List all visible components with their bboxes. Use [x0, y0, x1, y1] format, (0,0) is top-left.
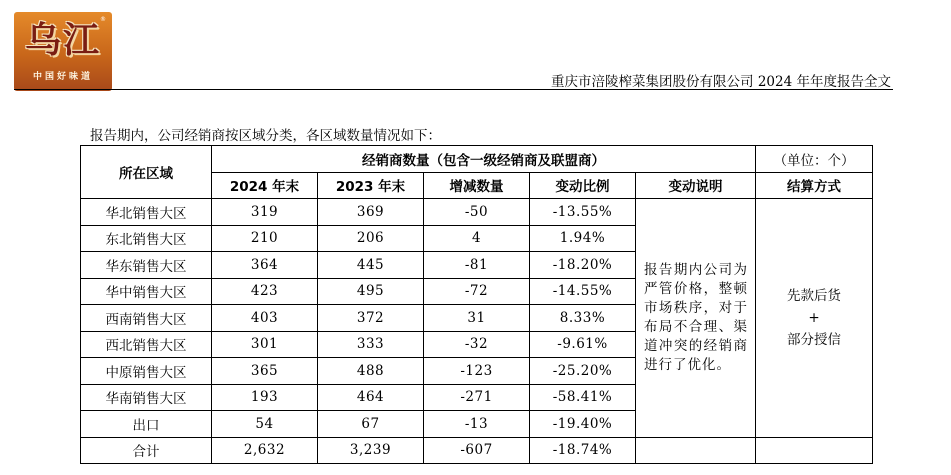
- table-row: [81, 199, 873, 226]
- col-group-header-dealer-count: 经销商数量（包含一级经销商及联盟商）: [212, 146, 756, 173]
- change-cell: -607: [424, 437, 530, 464]
- count-2024-cell: 54: [212, 411, 318, 438]
- col-header-settlement: 结算方式: [756, 172, 873, 199]
- total-settlement-cell: [756, 437, 873, 464]
- change-cell: -32: [424, 331, 530, 358]
- region-cell: 华北销售大区: [81, 199, 212, 226]
- intro-paragraph: 报告期内，公司经销商按区域分类，各区域数量情况如下：: [90, 128, 441, 144]
- ratio-cell: -14.55%: [530, 278, 636, 305]
- company-logo: [14, 12, 112, 91]
- dealer-region-table: [80, 145, 873, 464]
- ratio-cell: -25.20%: [530, 358, 636, 385]
- change-cell: -271: [424, 384, 530, 411]
- col-header-ratio: 变动比例: [530, 172, 636, 199]
- count-2024-cell: 193: [212, 384, 318, 411]
- change-note-cell: 报告期内公司为严管价格，整顿市场秩序，对于布局不合理、渠道冲突的经销商进行了优化。: [636, 199, 756, 438]
- header-divider: [14, 89, 893, 90]
- change-cell: -123: [424, 358, 530, 385]
- region-cell: 出口: [81, 411, 212, 438]
- ratio-cell: -18.20%: [530, 252, 636, 279]
- region-cell: 合计: [81, 437, 212, 464]
- count-2024-cell: 210: [212, 225, 318, 252]
- count-2023-cell: 369: [318, 199, 424, 226]
- ratio-cell: -19.40%: [530, 411, 636, 438]
- count-2024-cell: 2,632: [212, 437, 318, 464]
- count-2023-cell: 3,239: [318, 437, 424, 464]
- count-2023-cell: 372: [318, 305, 424, 332]
- count-2023-cell: 495: [318, 278, 424, 305]
- unit-label: （单位：个）: [756, 146, 873, 173]
- logo-brand-text: 乌江: [24, 19, 101, 61]
- col-header-region: 所在区域: [81, 146, 212, 199]
- count-2024-cell: 365: [212, 358, 318, 385]
- col-header-change: 增减数量: [424, 172, 530, 199]
- ratio-cell: -13.55%: [530, 199, 636, 226]
- change-cell: -72: [424, 278, 530, 305]
- count-2024-cell: 403: [212, 305, 318, 332]
- count-2023-cell: 464: [318, 384, 424, 411]
- change-cell: -81: [424, 252, 530, 279]
- change-cell: -50: [424, 199, 530, 226]
- ratio-cell: -9.61%: [530, 331, 636, 358]
- change-cell: -13: [424, 411, 530, 438]
- settlement-cell: [756, 199, 873, 438]
- settlement-line-2: +: [808, 309, 820, 326]
- ratio-cell: 8.33%: [530, 305, 636, 332]
- count-2024-cell: 364: [212, 252, 318, 279]
- count-2023-cell: 67: [318, 411, 424, 438]
- region-cell: 东北销售大区: [81, 225, 212, 252]
- logo-slogan: 中国好味道: [32, 72, 93, 82]
- count-2023-cell: 488: [318, 358, 424, 385]
- region-cell: 西北销售大区: [81, 331, 212, 358]
- report-header-title: 重庆市涪陵榨菜集团股份有限公司 2024 年年度报告全文: [551, 74, 891, 90]
- ratio-cell: -58.41%: [530, 384, 636, 411]
- region-cell: 华中销售大区: [81, 278, 212, 305]
- col-header-2024: 2024 年末: [212, 172, 318, 199]
- total-note-cell: [636, 437, 756, 464]
- change-cell: 31: [424, 305, 530, 332]
- count-2024-cell: 319: [212, 199, 318, 226]
- col-header-note: 变动说明: [636, 172, 756, 199]
- settlement-line-3: 部分授信: [787, 331, 842, 348]
- count-2023-cell: 333: [318, 331, 424, 358]
- table-total-row: [81, 437, 873, 464]
- region-cell: 华东销售大区: [81, 252, 212, 279]
- col-header-2023: 2023 年末: [318, 172, 424, 199]
- ratio-cell: -18.74%: [530, 437, 636, 464]
- count-2023-cell: 445: [318, 252, 424, 279]
- region-cell: 华南销售大区: [81, 384, 212, 411]
- ratio-cell: 1.94%: [530, 225, 636, 252]
- count-2024-cell: 423: [212, 278, 318, 305]
- change-cell: 4: [424, 225, 530, 252]
- count-2023-cell: 206: [318, 225, 424, 252]
- region-cell: 西南销售大区: [81, 305, 212, 332]
- registered-mark: ®: [100, 16, 106, 23]
- region-cell: 中原销售大区: [81, 358, 212, 385]
- count-2024-cell: 301: [212, 331, 318, 358]
- settlement-line-1: 先款后货: [787, 287, 842, 304]
